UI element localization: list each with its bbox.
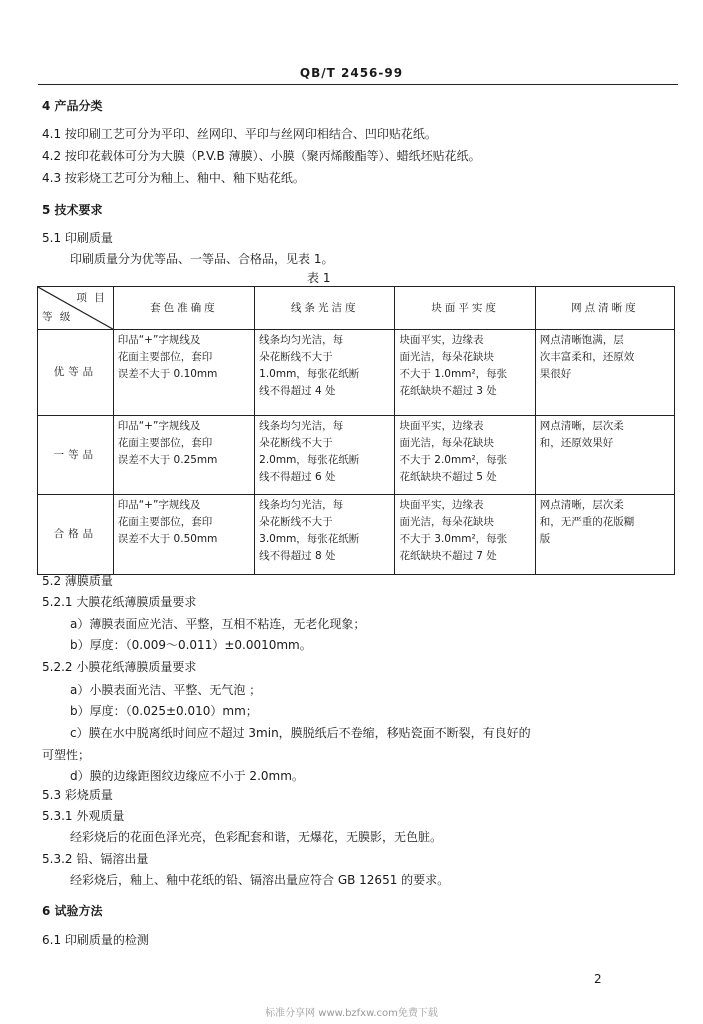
cell-line: 不大于 3.0mm²，每张	[399, 533, 508, 545]
clause-5-2-1-b: b）厚度：（0.009～0.011）±0.0010mm。	[70, 638, 312, 652]
cell-line: 版	[539, 533, 551, 545]
footer-watermark: 标准分享网 www.bzfxw.com免费下载	[265, 1008, 438, 1019]
clause-5-2-2-d: d）膜的边缘距图纹边缘应不小于 2.0mm。	[70, 769, 304, 783]
cell-line: 次丰富柔和，还原效	[539, 351, 635, 363]
cell-line: 印品“+”字规线及	[117, 499, 201, 511]
cell-register	[113, 330, 254, 416]
header-block-flatness: 块面平实度	[395, 287, 535, 330]
section-5-title: 5 技术要求	[42, 203, 103, 217]
cell-line: 线不得超过 6 处	[259, 471, 336, 483]
cell-line: 块面平实，边缘表	[399, 334, 484, 346]
cell-line-quality	[255, 416, 395, 495]
clause-4-1: 4.1 按印刷工艺可分为平印、丝网印、平印与丝网印相结合、凹印贴花纸。	[42, 127, 437, 141]
clause-5-2-2-b: b）厚度：（0.025±0.010）mm；	[70, 704, 258, 718]
clause-5-2-title: 5.2 薄膜质量	[42, 574, 113, 588]
grade-cell: 一等品	[38, 416, 114, 495]
cell-line: 花面主要部位，套印	[117, 437, 213, 449]
cell-line: 花纸缺块不超过 5 处	[399, 471, 497, 483]
corner-item-label: 项 目	[76, 292, 107, 304]
cell-line: 块面平实，边缘表	[399, 499, 484, 511]
clause-5-3-2-title: 5.3.2 铅、镉溶出量	[42, 852, 149, 866]
cell-line: 3.0mm，每张花纸断	[259, 533, 360, 545]
clause-5-2-2-a: a）小膜表面光洁、平整、无气泡 ；	[70, 683, 262, 697]
cell-line: 1.0mm，每张花纸断	[259, 368, 360, 380]
clause-4-2: 4.2 按印花载体可分为大膜（P.V.B 薄膜）、小膜（聚丙烯酸酯等）、蜡纸坯贴花纸。	[42, 149, 481, 163]
cell-line-quality	[255, 330, 395, 416]
section-4-title: 4 产品分类	[42, 99, 103, 113]
cell-line: 误差不大于 0.25mm	[117, 454, 218, 466]
clause-5-3-2-text: 经彩烧后，釉上、釉中花纸的铅、镉溶出量应符合 GB 12651 的要求。	[70, 873, 450, 887]
cell-line: 果很好	[539, 368, 572, 380]
header-register-accuracy: 套色准确度	[113, 287, 254, 330]
table-row-premium	[38, 330, 675, 416]
cell-line: 印品“+”字规线及	[117, 334, 201, 346]
table-1-caption: 表 1	[307, 271, 331, 285]
cell-block-quality	[395, 495, 535, 575]
section-6-title: 6 试验方法	[42, 904, 103, 918]
cell-line: 面光洁，每朵花缺块	[399, 351, 494, 363]
cell-register	[113, 416, 254, 495]
cell-register	[113, 495, 254, 575]
cell-line: 网点清晰饱满，层	[539, 334, 624, 346]
cell-line: 误差不大于 0.10mm	[117, 368, 218, 380]
clause-5-2-2-c-line1: c）膜在水中脱离纸时间应不超过 3min，膜脱纸后不卷缩，移贴瓷面不断裂，有良好的	[70, 726, 531, 740]
cell-line: 不大于 1.0mm²，每张	[399, 368, 508, 380]
clause-5-1-title: 5.1 印刷质量	[42, 231, 113, 245]
cell-line: 不大于 2.0mm²，每张	[399, 454, 508, 466]
header-dot-clarity: 网点清晰度	[535, 287, 674, 330]
clause-5-1-intro: 印刷质量分为优等品、一等品、合格品，见表 1。	[70, 252, 334, 266]
cell-dot-quality	[535, 416, 674, 495]
cell-line: 线不得超过 8 处	[259, 550, 336, 562]
cell-dot-quality	[535, 330, 674, 416]
cell-line: 花纸缺块不超过 3 处	[399, 385, 497, 397]
clause-5-3-1-text: 经彩烧后的花面色泽光亮，色彩配套和谐，无爆花，无膜影，无色脏。	[70, 830, 443, 844]
clause-5-2-1-title: 5.2.1 大膜花纸薄膜质量要求	[42, 595, 197, 609]
cell-line: 线条均匀光洁，每	[259, 420, 344, 432]
cell-line-quality	[255, 495, 395, 575]
clause-5-2-2-c-line2: 可塑性；	[42, 748, 91, 762]
cell-line: 线条均匀光洁，每	[259, 334, 344, 346]
clause-5-3-title: 5.3 彩烧质量	[42, 788, 113, 802]
clause-5-3-1-title: 5.3.1 外观质量	[42, 809, 125, 823]
standard-code-header: QB/T 2456-99	[299, 66, 404, 80]
cell-line: 2.0mm，每张花纸断	[259, 454, 360, 466]
table-row-first-class	[38, 416, 675, 495]
cell-block-quality	[395, 416, 535, 495]
clause-5-2-1-a: a）薄膜表面应光洁、平整，互相不粘连，无老化现象；	[70, 617, 366, 631]
cell-line: 和，还原效果好	[539, 437, 614, 449]
grade-cell: 合格品	[38, 495, 114, 575]
cell-line: 和，无严重的花版糊	[539, 516, 635, 528]
table-header-row	[38, 287, 675, 330]
cell-line: 误差不大于 0.50mm	[117, 533, 218, 545]
cell-line: 印品“+”字规线及	[117, 420, 201, 432]
clause-6-1-title: 6.1 印刷质量的检测	[42, 933, 149, 947]
table-row-qualified	[38, 495, 675, 575]
cell-line: 块面平实，边缘表	[399, 420, 484, 432]
corner-grade-label: 等 级	[42, 311, 73, 323]
cell-line: 网点清晰，层次柔	[539, 420, 624, 432]
cell-line: 朵花断线不大于	[259, 437, 333, 449]
header-rule	[38, 84, 678, 85]
cell-dot-quality	[535, 495, 674, 575]
cell-line: 花纸缺块不超过 7 处	[399, 550, 497, 562]
clause-5-2-2-title: 5.2.2 小膜花纸薄膜质量要求	[42, 660, 197, 674]
header-line-smoothness: 线条光洁度	[255, 287, 395, 330]
cell-line: 网点清晰，层次柔	[539, 499, 624, 511]
cell-line: 朵花断线不大于	[259, 516, 333, 528]
cell-line: 线不得超过 4 处	[259, 385, 336, 397]
table-corner-cell	[38, 287, 114, 330]
page-number: 2	[594, 972, 602, 986]
cell-line: 花面主要部位，套印	[117, 351, 213, 363]
cell-line: 线条均匀光洁，每	[259, 499, 344, 511]
cell-block-quality	[395, 330, 535, 416]
grade-cell: 优等品	[38, 330, 114, 416]
cell-line: 花面主要部位，套印	[117, 516, 213, 528]
cell-line: 面光洁，每朵花缺块	[399, 437, 494, 449]
clause-4-3: 4.3 按彩烧工艺可分为釉上、釉中、釉下贴花纸。	[42, 171, 305, 185]
quality-table	[37, 286, 675, 575]
cell-line: 面光洁，每朵花缺块	[399, 516, 494, 528]
cell-line: 朵花断线不大于	[259, 351, 333, 363]
